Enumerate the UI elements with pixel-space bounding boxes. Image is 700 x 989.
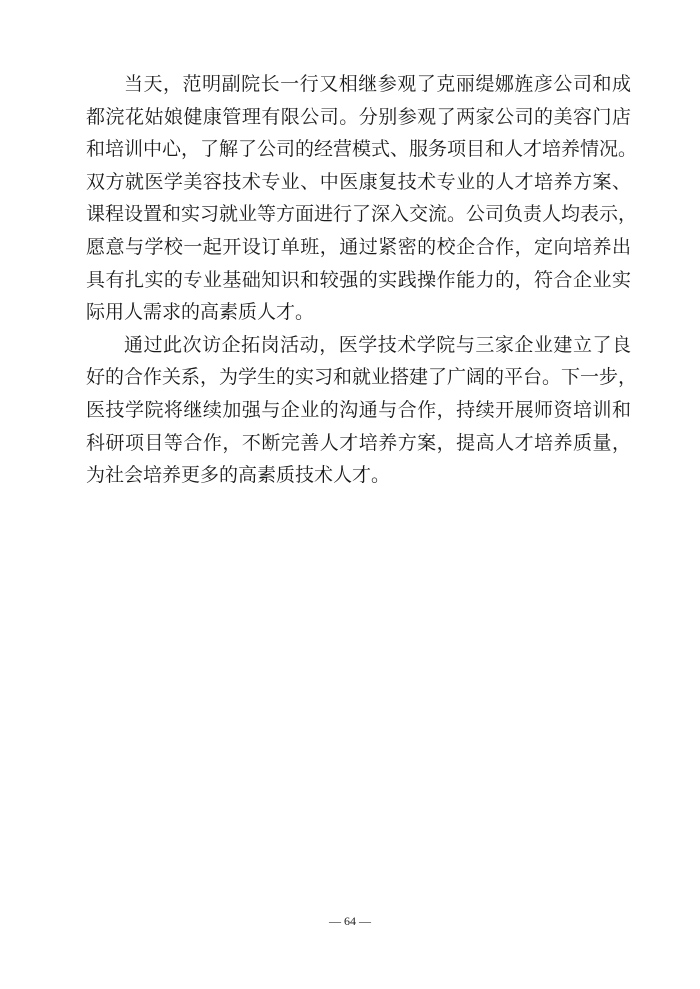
text-line: 当天，范明副院长一行又相继参观了克丽缇娜旌彦公司和成	[124, 73, 631, 95]
text-line: 科研项目等合作，不断完善人才培养方案，提高人才培养质量，	[86, 431, 631, 454]
text-line: 课程设置和实习就业等方面进行了深入交流。公司负责人均表示，	[86, 203, 638, 226]
text-line: 都浣花姑娘健康管理有限公司。分别参观了两家公司的美容门店	[86, 105, 631, 128]
paragraph-2	[86, 329, 638, 492]
text-line: 具有扎实的专业基础知识和较强的实践操作能力的，符合企业实	[86, 268, 631, 291]
page-number: — 64 —	[329, 914, 371, 928]
text-line: 好的合作关系，为学生的实习和就业搭建了广阔的平台。下一步，	[86, 366, 638, 389]
text-line: 医技学院将继续加强与企业的沟通与合作，持续开展师资培训和	[86, 398, 631, 421]
text-line: 和培训中心，了解了公司的经营模式、服务项目和人才培养情况。	[86, 138, 638, 161]
text-line: 为社会培养更多的高素质技术人才。	[86, 464, 391, 487]
document-body	[86, 68, 638, 492]
text-line: 双方就医学美容技术专业、中医康复技术专业的人才培养方案、	[86, 170, 631, 193]
text-line: 通过此次访企拓岗活动，医学技术学院与三家企业建立了良	[124, 333, 631, 356]
paragraph-1	[86, 68, 638, 329]
text-line: 际用人需求的高素质人才。	[86, 301, 315, 324]
text-line: 愿意与学校一起开设订单班，通过紧密的校企合作，定向培养出	[86, 235, 631, 258]
